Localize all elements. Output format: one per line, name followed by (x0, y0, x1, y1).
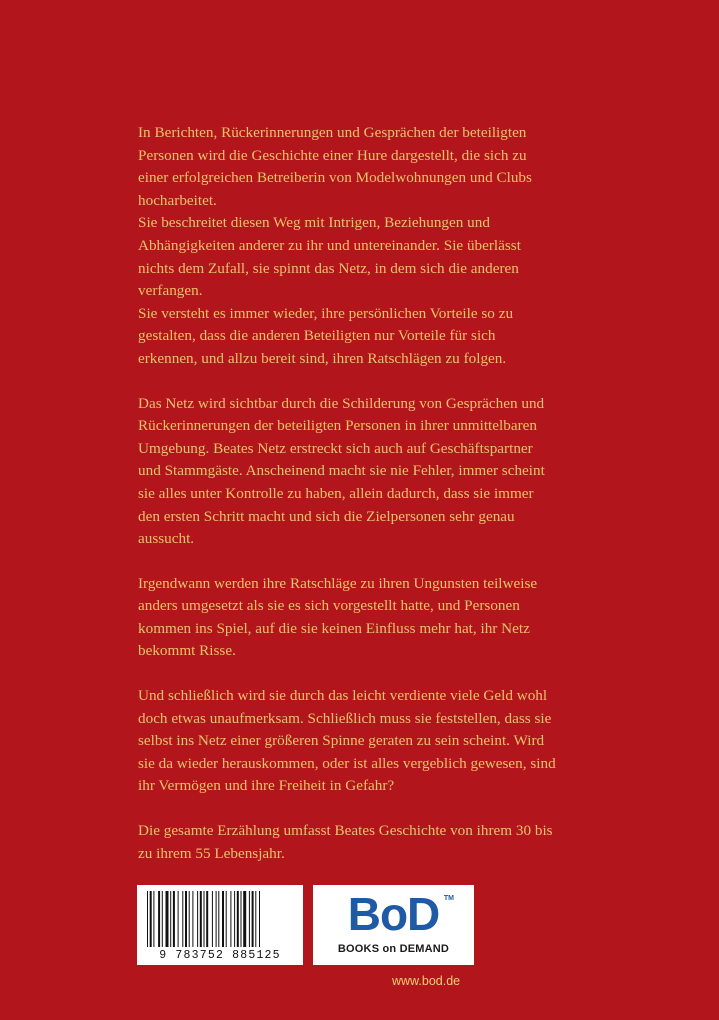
text-line: kommen ins Spiel, auf die sie keinen Einfluss mehr hat, ihr Netz (138, 619, 530, 637)
barcode-bar (255, 891, 256, 947)
text-line: Abhängigkeiten anderer zu ihr und untereinander. Sie überlässt (138, 236, 521, 254)
blurb-paragraph-3 (138, 573, 589, 663)
barcode-bar (259, 891, 260, 947)
text-line: nichts dem Zufall, sie spinnt das Netz, in dem sich die anderen (138, 259, 519, 277)
barcode-bar (218, 891, 219, 947)
barcode-bar (222, 891, 224, 947)
text-line: In Berichten, Rückerinnerungen und Gesprächen der beteiligten (138, 124, 527, 141)
barcode-bar (162, 891, 163, 947)
publisher-logo-box (313, 885, 474, 965)
publisher-tagline: BOOKS on DEMAND (337, 943, 450, 955)
barcode-bar (178, 891, 179, 947)
barcode-bar (243, 891, 246, 947)
barcode-bar (206, 891, 208, 947)
text-line: Rückerinnerungen der beteiligten Personen in ihrer unmittelbaren (138, 417, 537, 435)
text-line: Die gesamte Erzählung umfasst Beates Geschichte von ihrem 30 bis (138, 822, 553, 840)
text-line: verfangen. (138, 282, 203, 300)
text-line: aussucht. (138, 530, 195, 548)
barcode-bar (173, 891, 175, 947)
isbn-barcode (137, 885, 303, 965)
barcode-bar (252, 891, 254, 947)
barcode-bar (226, 891, 227, 947)
text-line: hocharbeitet. (138, 191, 217, 209)
back-cover-blurb (138, 122, 589, 887)
text-line: selbst ins Netz einer größeren Spinne geraten zu sein scheint. Wird (138, 732, 545, 750)
barcode-bar (204, 891, 205, 947)
barcode-bar (158, 891, 160, 947)
bod-logo: BoD (347, 888, 440, 940)
text-line: Umgebung. Beates Netz erstreckt sich auch auf Geschäftspartner (138, 439, 533, 457)
blurb-paragraph-4 (138, 685, 589, 798)
barcode-bar (166, 891, 169, 947)
blurb-paragraph-1 (138, 122, 589, 371)
text-line: Personen wird die Geschichte einer Hure dargestellt, die sich zu (138, 146, 527, 164)
barcode-bars (147, 891, 293, 947)
barcode-bar (237, 891, 239, 947)
blurb-paragraph-5 (138, 820, 589, 865)
barcode-bar (192, 891, 193, 947)
text-line: Das Netz wird sichtbar durch die Schilderung von Gesprächen und (138, 394, 545, 412)
text-line: anders umgesetzt als sie es sich vorgestellt hatte, und Personen (138, 597, 520, 615)
barcode-bar (241, 891, 242, 947)
text-line: zu ihrem 55 Lebensjahr. (138, 844, 285, 862)
trademark-mark: TM (443, 895, 454, 902)
text-line: Sie versteht es immer wieder, ihre persönlichen Vorteile so zu (138, 304, 514, 322)
text-line: Irgendwann werden ihre Ratschläge zu ihren Ungunsten teilweise (138, 574, 538, 592)
barcode-bar (185, 891, 187, 947)
publisher-url: www.bod.de (392, 974, 461, 988)
text-line: und Stammgäste. Anscheinend macht sie nie Fehler, immer scheint (138, 462, 545, 480)
barcode-bar (170, 891, 171, 947)
text-line: Sie beschreitet diesen Weg mit Intrigen, Beziehungen und (138, 214, 490, 232)
blurb-paragraph-2 (138, 393, 589, 551)
barcode-bar (230, 891, 231, 947)
text-line: bekommt Risse. (138, 642, 236, 660)
barcode-bar (182, 891, 183, 947)
barcode-bar (153, 891, 154, 947)
text-line: erkennen, und allzu bereit sind, ihren Ratschlägen zu folgen. (138, 349, 507, 367)
barcode-bar (197, 891, 198, 947)
text-line: sie alles unter Kontrolle zu haben, allein dadurch, dass sie immer (138, 484, 534, 502)
text-line: einer erfolgreichen Betreiberin von Modelwohnungen und Clubs (138, 169, 532, 187)
text-line: ihr Vermögen und ihre Freiheit in Gefahr? (138, 777, 395, 795)
barcode-bar (249, 891, 250, 947)
barcode-bar (234, 891, 235, 947)
text-line: den ersten Schritt macht und sich die Zielpersonen sehr genau (138, 507, 515, 525)
barcode-bar (200, 891, 202, 947)
barcode-bar (150, 891, 152, 947)
text-line: doch etwas unaufmerksam. Schließlich muss sie feststellen, dass sie (138, 709, 552, 727)
barcode-bar (212, 891, 213, 947)
barcode-bar (189, 891, 190, 947)
text-line: sie da wieder herauskommen, oder ist alles vergeblich gewesen, sind (138, 754, 556, 772)
text-line: gestalten, dass die anderen Beteiligten nur Vorteile für sich (138, 327, 496, 345)
barcode-bar (216, 891, 217, 947)
text-line: Und schließlich wird sie durch das leicht verdiente viele Geld wohl (138, 687, 548, 705)
barcode-bar (147, 891, 148, 947)
isbn-number: 9 783752 885125 (159, 949, 281, 962)
